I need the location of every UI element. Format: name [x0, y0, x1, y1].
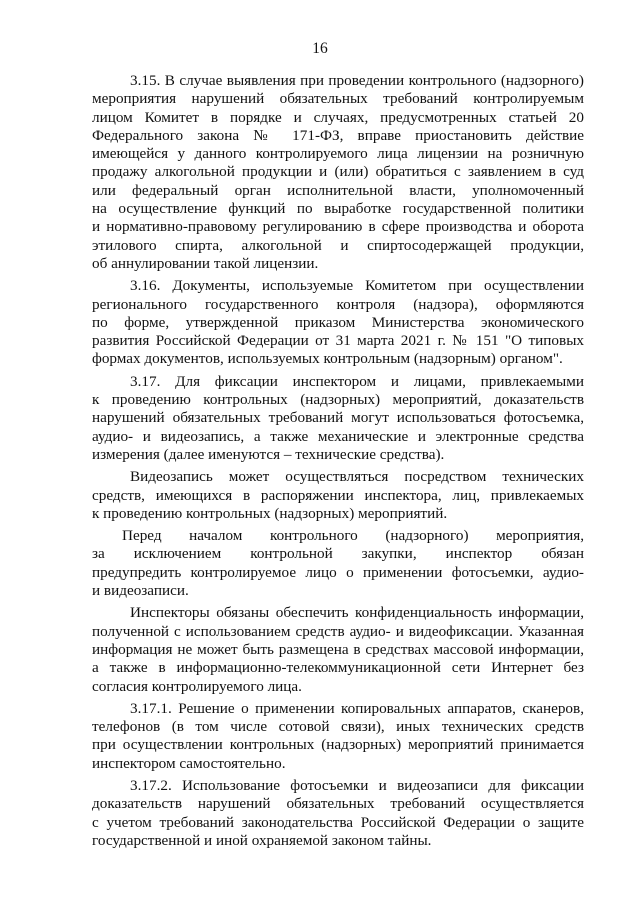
- text-line: доказательств нарушений обязательных требований осуществляется: [92, 795, 584, 813]
- text-line: на осуществление функций по выработке государственной политики: [92, 200, 584, 218]
- text-line: или федеральный орган исполнительной власти, уполномоченный: [92, 181, 584, 199]
- text-line: развития Российской Федерации от 31 марта 2021 г. № 151 "О типовых: [92, 332, 584, 350]
- text-line: измерения (далее именуются – технические средства).: [92, 445, 445, 463]
- text-line: а также в информационно-телекоммуникационной сети Интернет без: [92, 659, 584, 677]
- text-line: к проведению контрольных (надзорных) мероприятий.: [92, 504, 448, 522]
- text-line: и видеозаписи.: [92, 582, 189, 600]
- text-line: к проведению контрольных (надзорных) мероприятий, доказательств: [92, 391, 584, 409]
- paragraph-p-inspectors: [92, 604, 584, 695]
- text-line: нарушений обязательных требований могут использоваться фотосъемка,: [92, 409, 584, 427]
- paragraph-p-3-17-1: [92, 700, 584, 773]
- text-line: лицом Комитет в порядке и случаях, предусмотренных статьей 20: [92, 108, 584, 126]
- text-line: информация не может быть размещена в средствах массовой информации,: [92, 640, 584, 658]
- paragraph-p-3-17-2: [92, 777, 584, 850]
- text-line: формах документов, используемых контрольным (надзорным) органом".: [92, 350, 563, 368]
- text-line: 3.15. В случае выявления при проведении контрольного (надзорного): [130, 72, 584, 89]
- text-line: полученной с использованием средств аудио- и видеофиксации. Указанная: [92, 622, 584, 640]
- paragraph-p-3-17: [92, 373, 584, 464]
- document-body: [92, 72, 584, 850]
- text-line: Инспекторы обязаны обеспечить конфиденциальность информации,: [130, 604, 584, 622]
- text-line: регионального государственного контроля (надзора), оформляются: [92, 295, 584, 313]
- text-line: предупредить контролируемое лицо о применении фотосъемки, аудио-: [92, 563, 584, 581]
- text-line: Видеозапись может осуществляться посредством технических: [130, 468, 584, 486]
- text-line: и нормативно-правовому регулированию в сфере производства и оборота: [92, 218, 584, 236]
- text-line: 3.16. Документы, используемые Комитетом при осуществлении: [130, 277, 584, 295]
- text-line: 3.17.1. Решение о применении копировальных аппаратов, сканеров,: [130, 699, 584, 717]
- text-line: за исключением контрольной закупки, инспектор обязан: [92, 545, 584, 563]
- text-line: при осуществлении контрольных (надзорных) мероприятий принимается: [92, 736, 584, 754]
- text-line: телефонов (в том числе сотовой связи), иных технических средств: [92, 718, 584, 736]
- text-line: мероприятия нарушений обязательных требований контролируемым: [92, 90, 584, 108]
- text-line: имеющейся у данного контролируемого лица лицензии на розничную: [92, 145, 584, 163]
- text-line: согласия контролируемого лица.: [92, 677, 302, 695]
- page-number: 16: [312, 40, 328, 57]
- text-line: об аннулировании такой лицензии.: [92, 254, 319, 272]
- text-line: аудио- и видеозапись, а также механические и электронные средства: [92, 427, 584, 445]
- text-line: 3.17. Для фиксации инспектором и лицами, привлекаемыми: [130, 372, 584, 390]
- text-line: по форме, утвержденной приказом Министерства экономического: [92, 313, 584, 331]
- text-line: с учетом требований законодательства Российской Федерации о защите: [92, 813, 584, 831]
- text-line: государственной и иной охраняемой законом тайны.: [92, 831, 432, 849]
- paragraph-p-3-15: [92, 72, 584, 273]
- paragraph-p-video: [92, 468, 584, 523]
- text-line: средств, имеющихся в распоряжении инспектора, лиц, привлекаемых: [92, 486, 584, 504]
- text-line: этилового спирта, алкогольной и спиртосодержащей продукции,: [92, 236, 584, 254]
- text-line: 3.17.2. Использование фотосъемки и видеозаписи для фиксации: [130, 776, 584, 794]
- paragraph-p-3-16: [92, 277, 584, 368]
- text-line: инспектором самостоятельно.: [92, 754, 286, 772]
- text-line: продажу алкогольной продукции и (или) обратиться с заявлением в суд: [92, 163, 584, 181]
- text-line: Перед началом контрольного (надзорного) мероприятия,: [122, 527, 584, 545]
- text-line: Федерального закона № 171-ФЗ, вправе приостановить действие: [92, 126, 584, 144]
- paragraph-p-before: [92, 527, 584, 600]
